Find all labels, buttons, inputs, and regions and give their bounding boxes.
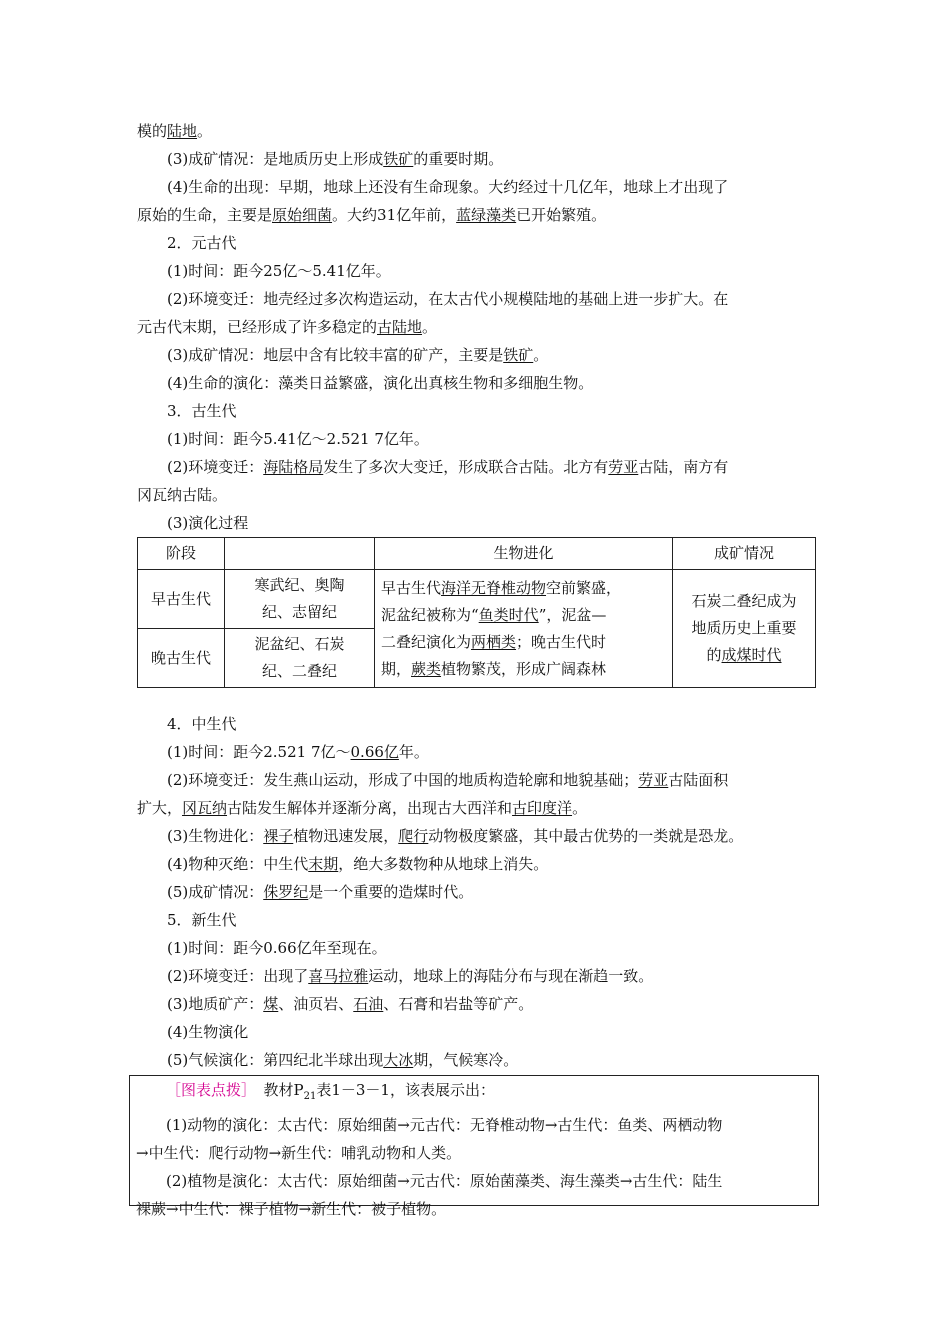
key-term: 古印度洋 [512,799,573,817]
text: 、油页岩、 [278,995,354,1013]
text: 运动，地球上的海陆分布与现在渐趋一致。 [368,967,654,985]
paragraph [137,453,817,481]
text: 动物极度繁盛，其中最古优势的一类就是恐龙。 [428,827,744,845]
key-term: 侏罗纪 [263,883,309,901]
text: ”，泥盆— [538,605,607,624]
key-term: 海洋无脊椎动物 [441,578,547,597]
page-subscript: 21 [303,1091,317,1102]
text: 古陆，南方有 [638,458,729,476]
key-term: 两栖类 [471,632,517,651]
table-header-row [138,538,816,570]
section-heading: 5．新生代 [167,911,237,929]
text: 植物迅速发展， [293,827,399,845]
key-term: 铁矿 [503,346,534,364]
text: 古陆面积 [668,771,729,789]
text: 表1－3－1，该表展示出： [316,1081,495,1099]
main-content [137,117,817,1074]
text: (2)环境变迁： [167,458,264,476]
text: (2)环境变迁：发生燕山运动，形成了中国的地质构造轮廓和地貌基础； [167,771,639,789]
paragraph: (4)生物演化 [167,1023,249,1041]
table-header: 成矿情况 [673,538,816,570]
text: 的 [706,646,722,664]
key-term: 喜马拉雅 [308,967,369,985]
paragraph [137,173,817,201]
text: (3)生物进化： [167,827,264,845]
paragraph [137,766,817,794]
paragraph [137,341,817,369]
key-term: 成煤时代 [721,646,782,664]
paragraph: (3)演化过程 [167,514,249,532]
text: 已开始繁殖。 [516,206,607,224]
text: 是一个重要的造煤时代。 [308,883,474,901]
text: 古陆发生解体并逐渐分离，出现古大西洋和 [227,799,513,817]
key-term: 末期 [308,855,339,873]
paragraph: (1)时间：距今0.66亿年至现在。 [167,939,387,957]
text: ；晚古生代时 [516,632,607,651]
paragraph: (1)时间：距今5.41亿～2.521 7亿年。 [167,430,429,448]
text: 期，气候寒冷。 [413,1051,519,1069]
paragraph: (1)时间：距今25亿～5.41亿年。 [167,262,391,280]
text: (5)成矿情况： [167,883,264,901]
key-term: 铁矿 [383,150,414,168]
text: 二叠纪演化为 [381,632,472,651]
section-heading: 2．元古代 [167,234,237,252]
paragraph [137,850,817,878]
text: 植物繁茂，形成广阔森林 [441,659,607,678]
paragraph [137,962,817,990]
text: (3)成矿情况：是地质历史上形成 [167,150,384,168]
key-term: 劳亚 [608,458,639,476]
table-header [225,538,375,570]
key-term: 冈瓦纳 [182,799,228,817]
text: 。 [422,318,438,336]
paragraph [137,313,817,341]
text: (4)生命的出现：早期，地球上还没有生命现象。大约经过十几亿年，地球上才出现了 [167,178,729,196]
text: (3)地质矿产： [167,995,264,1013]
text: 纪、志留纪 [261,603,337,621]
text: 早古生代 [381,578,442,597]
paragraph: (1)动物的演化：太古代：原始细菌→元古代：无脊椎动物→古生代：鱼类、两栖动物 [166,1116,723,1134]
key-term: 古陆地 [377,318,423,336]
paragraph [137,117,817,145]
key-term: 劳亚 [638,771,669,789]
text: 。大约31亿年前， [332,206,457,224]
period-cell [225,570,375,629]
text: 的重要时期。 [413,150,504,168]
key-term: 原始细菌 [272,206,333,224]
paragraph: (2)植物是演化：太古代：原始细菌→元古代：原始菌藻类、海生藻类→古生代：陆生 [166,1172,723,1190]
text: 泥盆纪、石炭 [254,635,345,653]
text: 寒武纪、奥陶 [254,576,345,594]
mineral-cell [673,570,816,688]
paragraph [137,1046,817,1074]
key-term: 海陆格局 [263,458,324,476]
paragraph [137,145,817,173]
text: 教材P [248,1081,304,1099]
key-term: 爬行 [398,827,429,845]
paragraph [137,990,817,1018]
tip-intro [136,1076,812,1111]
text: 模的 [137,122,168,140]
paragraph [137,794,817,822]
table-row [138,570,816,629]
table-header: 生物进化 [375,538,673,570]
key-term: 裸子 [263,827,294,845]
paragraph [137,738,817,766]
paragraph [137,201,817,229]
text: ，绝大多数物种从地球上消失。 [338,855,549,873]
paragraph [137,878,817,906]
text: 、石膏和岩盐等矿产。 [383,995,534,1013]
text: 纪、二叠纪 [261,662,337,680]
text: 期， [381,659,412,678]
text: 发生了多次大变迁，形成联合古陆。北方有 [323,458,609,476]
section-heading: 4．中生代 [167,715,237,733]
period-cell [225,629,375,688]
paragraph: (4)生命的演化：藻类日益繁盛，演化出真核生物和多细胞生物。 [167,374,594,392]
stage-cell: 早古生代 [138,570,225,629]
key-term: 蓝绿藻类 [456,206,517,224]
text: (4)物种灭绝：中生代 [167,855,309,873]
text: 。 [572,799,588,817]
text: 年。 [398,743,429,761]
paragraph [137,822,817,850]
text: 泥盆纪被称为“ [381,605,479,624]
stage-cell: 晚古生代 [138,629,225,688]
key-term: 煤 [263,995,279,1013]
tip-tag: ［图表点拨］ [166,1081,249,1099]
section-heading: 3．古生代 [167,402,237,420]
spacer [137,688,817,710]
key-term: 石油 [353,995,384,1013]
text: 地质历史上重要 [691,619,797,637]
evolution-table [137,537,816,688]
text: 石炭二叠纪成为 [691,592,797,610]
text: (5)气候演化：第四纪北半球出现 [167,1051,384,1069]
text: 扩大， [137,799,183,817]
text: 原始的生命，主要是 [137,206,273,224]
key-term: 蕨类 [411,659,442,678]
bio-evolution-cell [375,570,673,688]
paragraph: 冈瓦纳古陆。 [137,486,228,504]
paragraph: (2)环境变迁：地壳经过多次构造运动，在太古代小规模陆地的基础上进一步扩大。在 [167,290,729,308]
paragraph: 裸蕨→中生代：裸子植物→新生代：被子植物。 [136,1200,447,1218]
text: (3)成矿情况：地层中含有比较丰富的矿产，主要是 [167,346,504,364]
key-term: 陆地 [167,122,198,140]
text: 。 [197,122,213,140]
chart-tip-box [129,1075,819,1218]
key-term: 0.66亿 [350,743,399,761]
text: (2)环境变迁：出现了 [167,967,309,985]
text: 空前繁盛， [546,578,622,597]
text: (1)时间：距今2.521 7亿～ [167,743,351,761]
paragraph: →中生代：爬行动物→新生代：哺乳动物和人类。 [136,1144,462,1162]
text: 元古代末期，已经形成了许多稳定的 [137,318,378,336]
key-term: 鱼类时代 [478,605,539,624]
key-term: 大冰 [383,1051,414,1069]
table-header: 阶段 [138,538,225,570]
text: 。 [533,346,549,364]
